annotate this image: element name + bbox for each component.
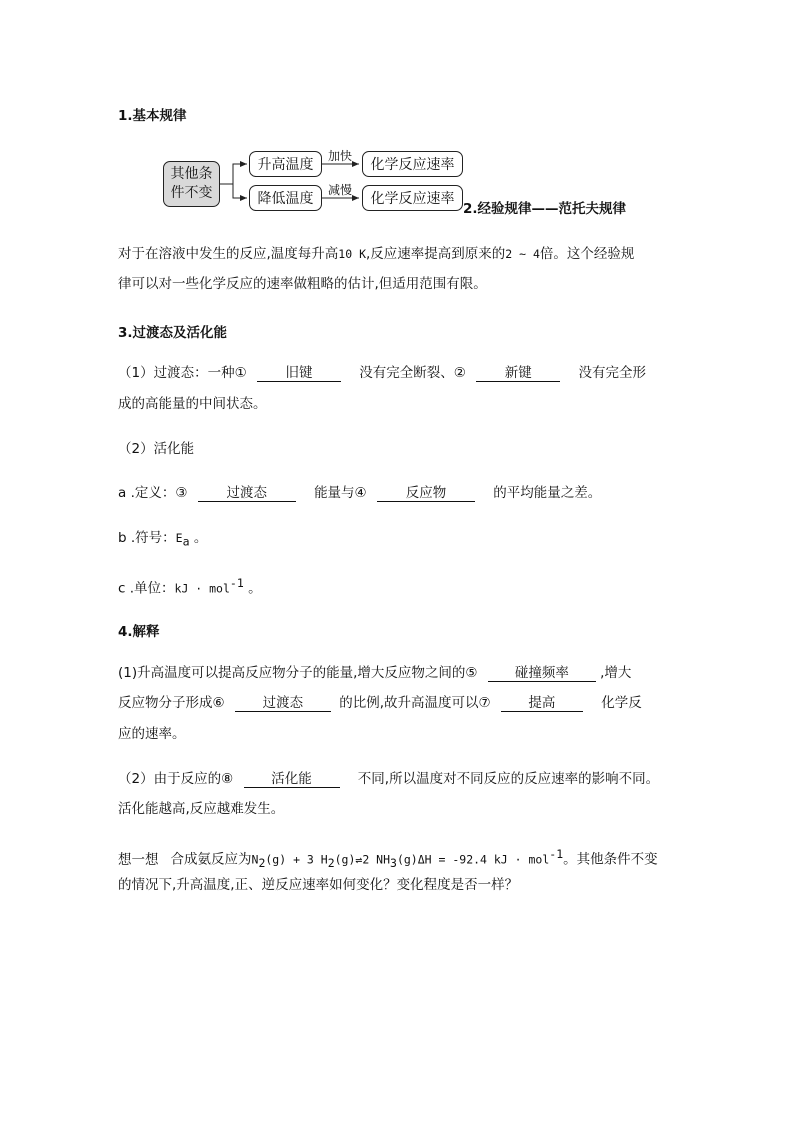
diagram-source-line2: 件不变 (170, 185, 213, 201)
s4-p2-line-1 (118, 770, 659, 788)
think-eq-part3: (g)ΔH = -92.4 kJ · mol (396, 852, 550, 867)
s4-p1-text-c: 反应物分子形成⑥ (118, 695, 225, 711)
think-text-a: 合成氨反应为 (170, 851, 252, 868)
blank-8-activation-energy: 活化能 (244, 771, 340, 788)
s3-c-text: c .单位： (118, 580, 175, 597)
blank-4-reactant: 反应物 (377, 485, 475, 502)
think-line-1 (118, 845, 658, 872)
s2-line-1 (118, 245, 634, 263)
s4-p1-line-3: 应的速率。 (118, 726, 186, 742)
s3-b-subscript: a (182, 534, 190, 549)
s3-p1-text-a: （1）过渡态：一种① (118, 365, 247, 381)
s4-p1-text-d: 的比例,故升高温度可以⑦ (339, 695, 491, 711)
s4-p1-text-a: (1)升高温度可以提高反应物分子的能量,增大反应物之间的⑤ (118, 665, 478, 681)
s3-c-end: 。 (248, 580, 262, 597)
s3-a-text-a: a .定义：③ (118, 485, 188, 501)
s3-item-c (118, 574, 262, 598)
s4-p2-text-a: （2）由于反应的⑧ (118, 771, 234, 787)
s4-p1-text-b: ,增大 (600, 665, 632, 681)
think-h2-sub: 2 (327, 856, 335, 871)
lower-condition-node: 降低温度 (249, 185, 322, 211)
blank-3-transition-state: 过渡态 (198, 485, 296, 502)
diagram-connectors (0, 0, 794, 260)
s3-item-a (118, 484, 601, 502)
upper-arrow-label: 加快 (328, 149, 353, 163)
blank-2-new-bond: 新键 (476, 365, 560, 382)
lower-result-node: 化学反应速率 (362, 185, 463, 211)
think-n2: N (251, 852, 259, 867)
s3-c-superscript: -1 (229, 576, 244, 590)
s3-p1-line-2: 成的高能量的中间状态。 (118, 396, 267, 412)
think-line-2: 的情况下,升高温度,正、逆反应速率如何变化？变化程度是否一样？ (118, 877, 519, 893)
s3-p1-text-c: 没有完全形 (578, 365, 646, 381)
lower-branch-arrow (220, 184, 247, 198)
s4-p1-line-1 (118, 664, 631, 682)
blank-1-old-bond: 旧键 (257, 365, 341, 382)
s3-a-text-c: 的平均能量之差。 (493, 485, 602, 501)
s3-a-text-b: 能量与④ (314, 485, 367, 501)
blank-6-transition-state: 过渡态 (235, 695, 331, 712)
think-text-b: 。其他条件不变 (563, 851, 658, 868)
think-label: 想一想 (118, 851, 159, 868)
section-4-title: 4.解释 (118, 624, 160, 640)
s4-p1-line-2 (118, 694, 642, 712)
s3-p1-line-1 (118, 364, 646, 382)
section-1-title: 1.基本规律 (118, 108, 187, 124)
think-nh3-sub: 3 (390, 856, 397, 871)
blank-5-collision-frequency: 碰撞频率 (488, 665, 596, 682)
s3-p1-text-b: 没有完全断裂、② (359, 365, 466, 381)
blank-7-increase: 提高 (501, 695, 583, 712)
s2-text-c: ,反应速率提高到原来的 (366, 246, 506, 262)
s3-item-b (118, 529, 207, 551)
s4-p1-text-e: 化学反 (601, 695, 642, 711)
s2-text-a: 对于在溶液中发生的反应,温度每升高 (118, 246, 339, 262)
s3-b-end: 。 (193, 530, 208, 546)
s3-b-symbol: E (175, 531, 183, 545)
section-2-title: 2.经验规律——范托夫规律 (463, 201, 627, 217)
upper-condition-node: 升高温度 (249, 151, 322, 177)
think-sup: -1 (549, 847, 564, 861)
think-n2-sub: 2 (258, 856, 266, 871)
s2-line-2: 律可以对一些化学反应的速率做粗略的估计,但适用范围有限。 (118, 276, 487, 292)
s4-p2-line-2: 活化能越高,反应越难发生。 (118, 801, 285, 817)
s3-b-text: b .符号： (118, 530, 176, 546)
s2-text-e: 倍。这个经验规 (539, 246, 635, 262)
s4-p2-text-b: 不同,所以温度对不同反应的反应速率的影响不同。 (357, 771, 660, 787)
s2-temp-value: 10 K (338, 247, 366, 261)
s2-ratio-value: 2 ~ 4 (505, 247, 540, 261)
diagram-source-line1: 其他条 (170, 166, 213, 182)
upper-result-node: 化学反应速率 (362, 151, 463, 177)
think-eq-part1: (g) + 3 H (265, 852, 328, 867)
lower-arrow-label: 减慢 (328, 183, 353, 197)
upper-branch-arrow (220, 164, 247, 184)
think-eq-part2: (g)⇌2 NH (334, 852, 391, 867)
s3-p2: （2）活化能 (118, 441, 195, 457)
section-3-title: 3.过渡态及活化能 (118, 325, 228, 341)
s3-c-unit: kJ · mol (174, 581, 230, 596)
